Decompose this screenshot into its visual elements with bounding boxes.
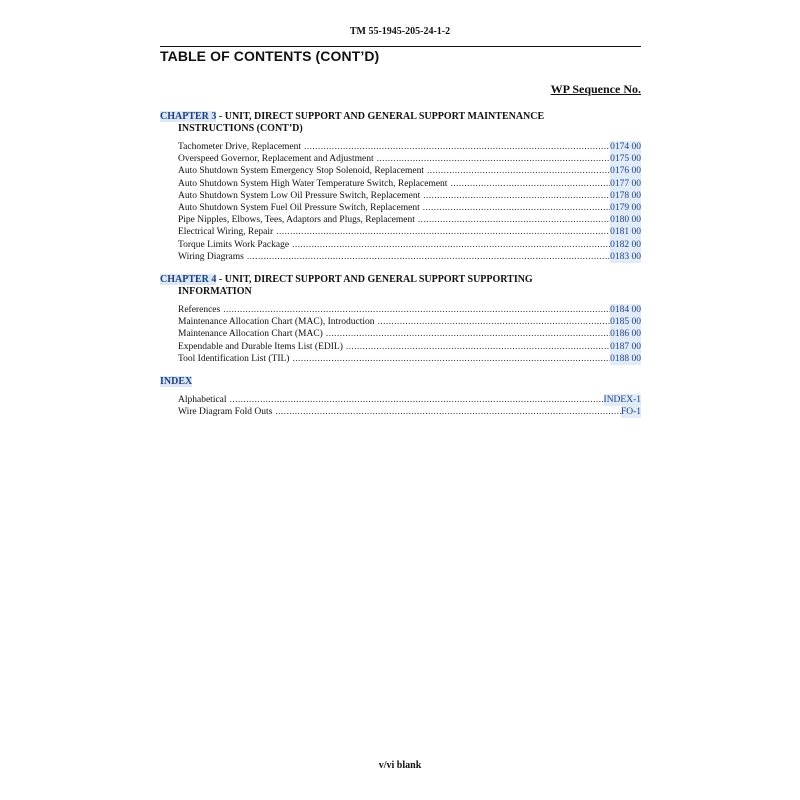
toc-entry[interactable]: [178, 165, 641, 177]
toc-entry[interactable]: [178, 190, 641, 202]
dot-leader: [423, 202, 610, 214]
toc-entry-title: Tachometer Drive, Replacement: [178, 142, 302, 152]
chapter-3-heading-cont: INSTRUCTIONS (CONT’D): [178, 123, 303, 134]
toc-entry-ref-link[interactable]: 0176 00: [610, 166, 641, 177]
dot-leader: [378, 316, 611, 328]
page-title: TABLE OF CONTENTS (CONT’D): [160, 46, 641, 64]
toc-entry-title: Electrical Wiring, Repair: [178, 227, 274, 238]
index-section: [160, 376, 641, 418]
dot-leader: [346, 341, 610, 353]
toc-entry[interactable]: [178, 316, 641, 328]
chapter-4-heading-text: - UNIT, DIRECT SUPPORT AND GENERAL SUPPORT SUPPORTING: [216, 274, 533, 285]
toc-entry-title: Pipe Nipples, Elbows, Tees, Adaptors and Plugs, Replacement: [178, 215, 415, 226]
toc-entry[interactable]: [178, 239, 641, 251]
dot-leader: [423, 190, 610, 202]
chapter-3-link[interactable]: CHAPTER 3: [160, 111, 217, 122]
toc-entry-ref-link[interactable]: 0175 00: [610, 154, 641, 165]
toc-entry-title: Torque Limits Work Package: [178, 239, 290, 250]
index-link[interactable]: INDEX: [160, 376, 193, 387]
chapter-4-section: [160, 274, 641, 365]
index-heading: [160, 376, 641, 388]
toc-entry-ref-link[interactable]: 0185 00: [610, 317, 641, 328]
chapter-4-entries: [160, 304, 641, 365]
chapter-4-heading-cont: INFORMATION: [178, 286, 252, 297]
dot-leader: [427, 165, 610, 177]
toc-entry-title: Wire Diagram Fold Outs: [178, 407, 273, 418]
toc-entry[interactable]: [178, 178, 641, 190]
toc-entry-ref-link[interactable]: 0177 00: [610, 178, 641, 189]
dot-leader: [292, 239, 610, 251]
toc-entry-ref-link[interactable]: INDEX-1: [603, 395, 641, 405]
toc-entry[interactable]: [178, 141, 641, 153]
toc-entry-ref-link[interactable]: 0183 00: [610, 251, 641, 262]
toc-entry-ref-link[interactable]: 0174 00: [610, 142, 641, 152]
dot-leader: [292, 353, 610, 365]
toc-entry[interactable]: [178, 394, 641, 406]
toc-entry[interactable]: [178, 353, 641, 365]
chapter-3-entries: [160, 141, 641, 263]
dot-leader: [247, 251, 610, 263]
toc-entry-ref-link[interactable]: 0187 00: [610, 341, 641, 352]
toc-entry-ref-link[interactable]: 0180 00: [610, 215, 641, 226]
toc-entry-title: Auto Shutdown System Low Oil Pressure Switch, Replacement: [178, 190, 421, 201]
dot-leader: [377, 153, 610, 165]
index-entries: [160, 394, 641, 418]
chapter-4-heading: [160, 274, 641, 298]
toc-entry[interactable]: [178, 328, 641, 340]
toc-entry-ref-link[interactable]: FO-1: [620, 407, 641, 418]
toc-entry-title: Maintenance Allocation Chart (MAC): [178, 329, 323, 340]
toc-entry-ref-link[interactable]: 0181 00: [610, 227, 641, 238]
chapter-3-heading-text: - UNIT, DIRECT SUPPORT AND GENERAL SUPPORT MAINTENANCE: [216, 111, 545, 122]
toc-entry-title: Wiring Diagrams: [178, 251, 244, 262]
dot-leader: [223, 304, 610, 316]
toc-entry-title: Auto Shutdown System High Water Temperature Switch, Replacement: [178, 178, 448, 189]
toc-entry[interactable]: [178, 214, 641, 226]
dot-leader: [418, 214, 610, 226]
toc-entry-title: Auto Shutdown System Emergency Stop Solenoid, Replacement: [178, 166, 425, 177]
toc-entry[interactable]: [178, 202, 641, 214]
toc-entry-title: Alphabetical: [178, 395, 227, 405]
toc-entry-title: Tool Identification List (TIL): [178, 353, 290, 364]
chapter-4-link[interactable]: CHAPTER 4: [160, 274, 217, 285]
dot-leader: [276, 226, 610, 238]
toc-entry-ref-link[interactable]: 0186 00: [610, 329, 641, 340]
chapter-3-heading: [160, 111, 641, 135]
toc-entry-ref-link[interactable]: 0178 00: [610, 190, 641, 201]
dot-leader: [230, 394, 604, 406]
toc-entry[interactable]: [178, 226, 641, 238]
toc-entry-title: Maintenance Allocation Chart (MAC), Introduction: [178, 317, 375, 328]
toc-entry-title: Auto Shutdown System Fuel Oil Pressure Switch, Replacement: [178, 202, 420, 213]
toc-entry[interactable]: [178, 406, 641, 418]
toc-entry-title: References: [178, 305, 221, 315]
toc-entry-ref-link[interactable]: 0184 00: [610, 305, 641, 315]
page-footer: v/vi blank: [378, 760, 422, 771]
toc-entry[interactable]: [178, 251, 641, 263]
toc-entry-title: Overspeed Governor, Replacement and Adjustment: [178, 154, 374, 165]
toc-entry[interactable]: [178, 341, 641, 353]
dot-leader: [326, 328, 610, 340]
chapter-3-section: [160, 111, 641, 263]
toc-entry[interactable]: [178, 304, 641, 316]
document-number: TM 55-1945-205-24-1-2: [349, 26, 451, 37]
toc-entry-ref-link[interactable]: 0188 00: [610, 353, 641, 364]
dot-leader: [275, 406, 621, 418]
toc-entry-title: Expendable and Durable Items List (EDIL): [178, 341, 343, 352]
dot-leader: [450, 178, 610, 190]
toc-entry[interactable]: [178, 153, 641, 165]
toc-entry-ref-link[interactable]: 0179 00: [610, 202, 641, 213]
dot-leader: [304, 141, 610, 153]
toc-entry-ref-link[interactable]: 0182 00: [610, 239, 641, 250]
wp-sequence-heading: WP Sequence No.: [550, 82, 641, 96]
